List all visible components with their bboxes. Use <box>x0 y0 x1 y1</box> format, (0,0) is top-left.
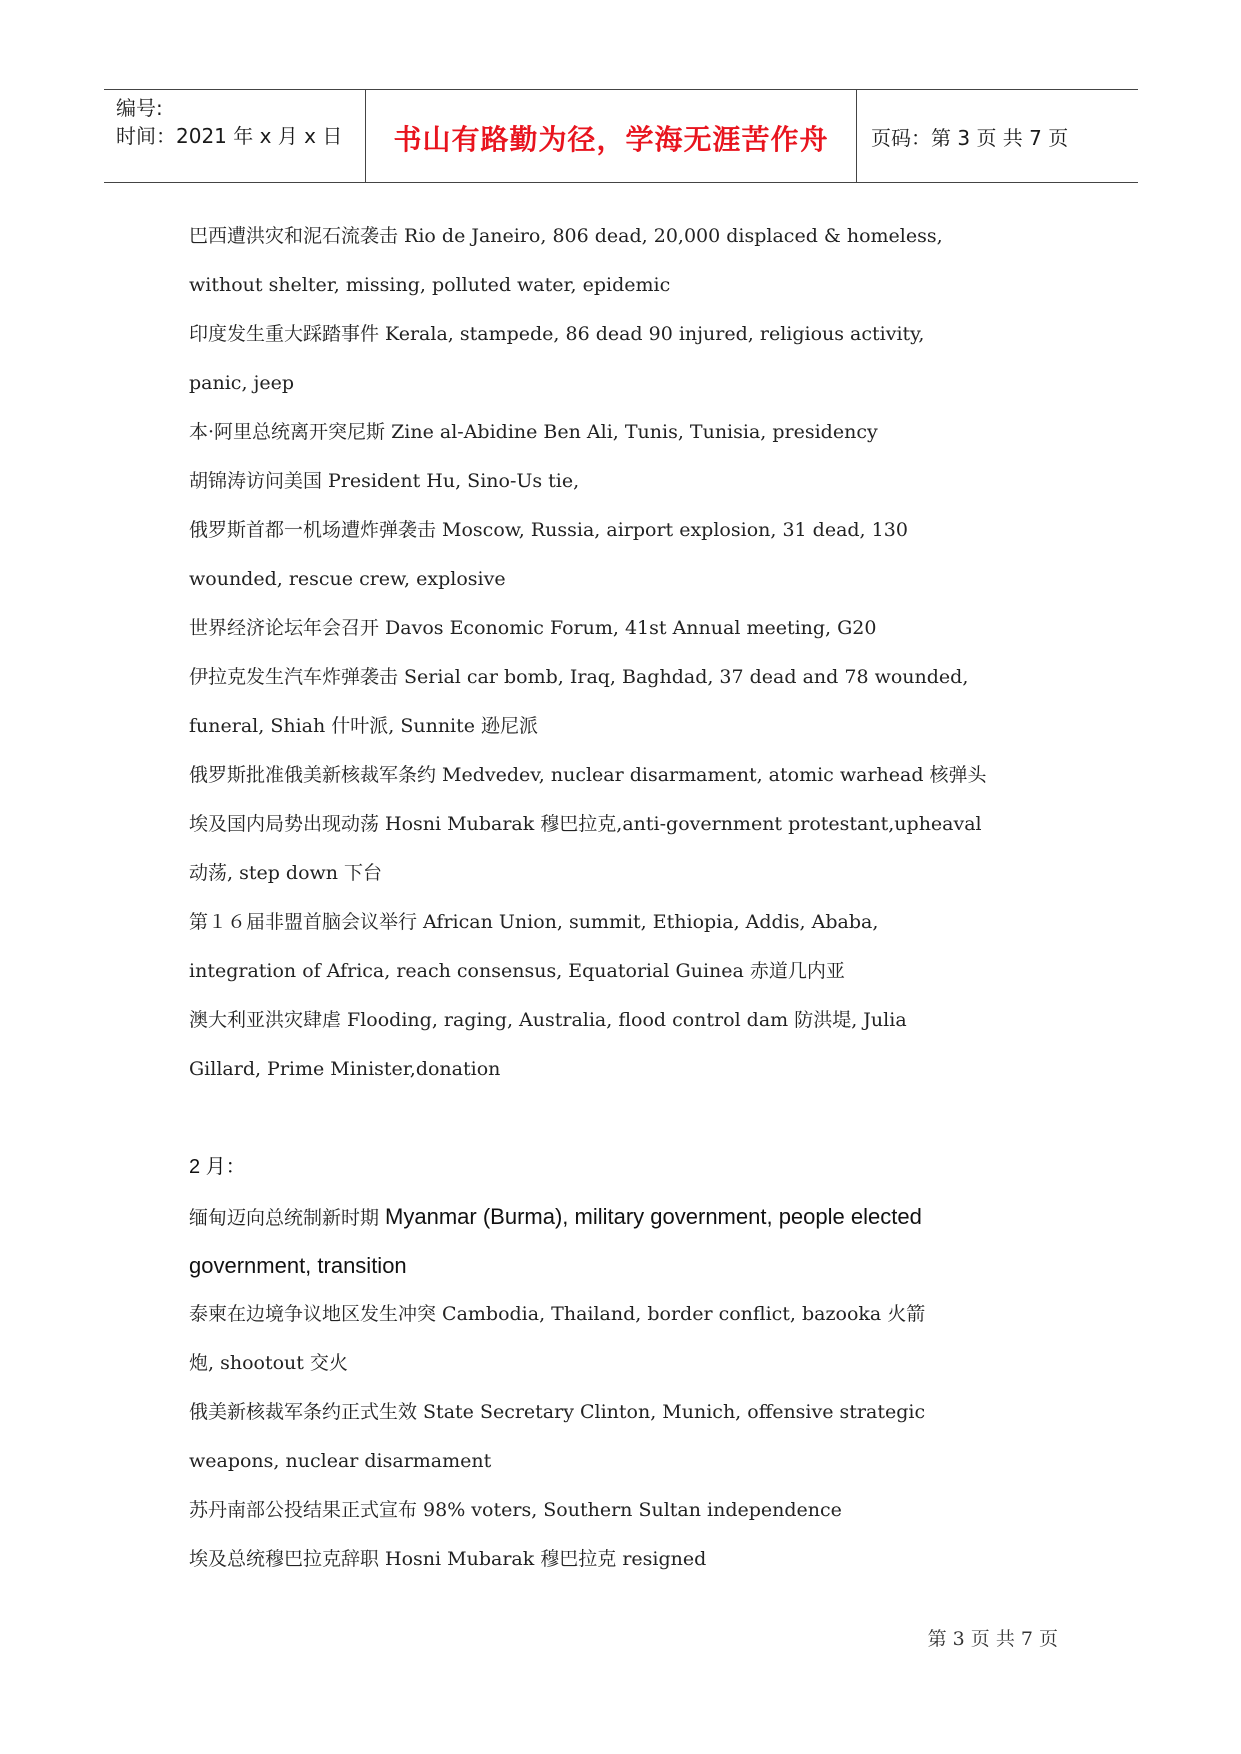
text-line: 本·阿里总统离开突尼斯 Zine al-Abidine Ben Ali, Tunis, Tunisia, presidency <box>189 421 878 443</box>
text-line: 世界经济论坛年会召开 Davos Economic Forum, 41st Annual meeting, G20 <box>189 617 877 639</box>
text-line: panic, jeep <box>189 372 295 394</box>
text-cn: 缅甸迈向总统制新时期 <box>189 1207 386 1229</box>
text-line: weapons, nuclear disarmament <box>189 1450 492 1472</box>
text-line: wounded, rescue crew, explosive <box>189 568 506 590</box>
motto: 书山有路勤为径，学海无涯苦作舟 <box>393 123 829 156</box>
blank-line <box>189 1094 1069 1143</box>
page-footer: 第 3 页 共 7 页 <box>927 1628 1058 1650</box>
text-line: Gillard, Prime Minister,donation <box>189 1058 501 1080</box>
text-line: 俄罗斯批准俄美新核裁军条约 Medvedev, nuclear disarmament, atomic warhead 核弹头 <box>189 764 987 786</box>
header-meta <box>104 90 364 182</box>
page-label: 页码：第 3 页 共 7 页 <box>871 126 1069 150</box>
header-page-cell <box>857 90 1138 182</box>
header-motto-cell <box>365 90 857 182</box>
text-line: 俄美新核裁军条约正式生效 State Secretary Clinton, Munich, offensive strategic <box>189 1401 926 1423</box>
text-en: Myanmar (Burma), military government, people elected <box>385 1204 922 1229</box>
time-label: 时间：2021 年 x 月 x 日 <box>116 124 343 148</box>
text-line: 埃及总统穆巴拉克辞职 Hosni Mubarak 穆巴拉克 resigned <box>189 1548 707 1570</box>
text-line: integration of Africa, reach consensus, Equatorial Guinea 赤道几内亚 <box>189 960 845 982</box>
text-line: without shelter, missing, polluted water, epidemic <box>189 274 671 296</box>
text-line: funeral, Shiah 什叶派, Sunnite 逊尼派 <box>189 715 539 737</box>
month-heading: 2 月： <box>189 1156 246 1178</box>
text-line: 澳大利亚洪灾肆虐 Flooding, raging, Australia, flood control dam 防洪堤, Julia <box>189 1009 907 1031</box>
text-line: 苏丹南部公投结果正式宣布 98% voters, Southern Sultan independence <box>189 1499 842 1521</box>
page-header <box>104 89 1138 183</box>
text-line: 动荡, step down 下台 <box>189 862 383 884</box>
text-line: 俄罗斯首都一机场遭炸弹袭击 Moscow, Russia, airport explosion, 31 dead, 130 <box>189 519 908 541</box>
text-line: 伊拉克发生汽车炸弹袭击 Serial car bomb, Iraq, Baghdad, 37 dead and 78 wounded, <box>189 666 969 688</box>
text-line: 埃及国内局势出现动荡 Hosni Mubarak 穆巴拉克,anti-government protestant,upheaval <box>189 813 982 835</box>
text-line <box>189 1192 1069 1241</box>
document-body <box>189 212 1069 1584</box>
text-line: 泰柬在边境争议地区发生冲突 Cambodia, Thailand, border conflict, bazooka 火箭 <box>189 1303 926 1325</box>
text-line: 胡锦涛访问美国 President Hu, Sino-Us tie, <box>189 470 580 492</box>
text-line: 炮, shootout 交火 <box>189 1352 348 1374</box>
text-line: government, transition <box>189 1253 407 1278</box>
number-label: 编号: <box>116 96 163 120</box>
text-line: 巴西遭洪灾和泥石流袭击 Rio de Janeiro, 806 dead, 20,000 displaced & homeless, <box>189 225 943 247</box>
text-line: 第１６届非盟首脑会议举行 African Union, summit, Ethiopia, Addis, Ababa, <box>189 911 879 933</box>
text-line: 印度发生重大踩踏事件 Kerala, stampede, 86 dead 90 injured, religious activity, <box>189 323 925 345</box>
